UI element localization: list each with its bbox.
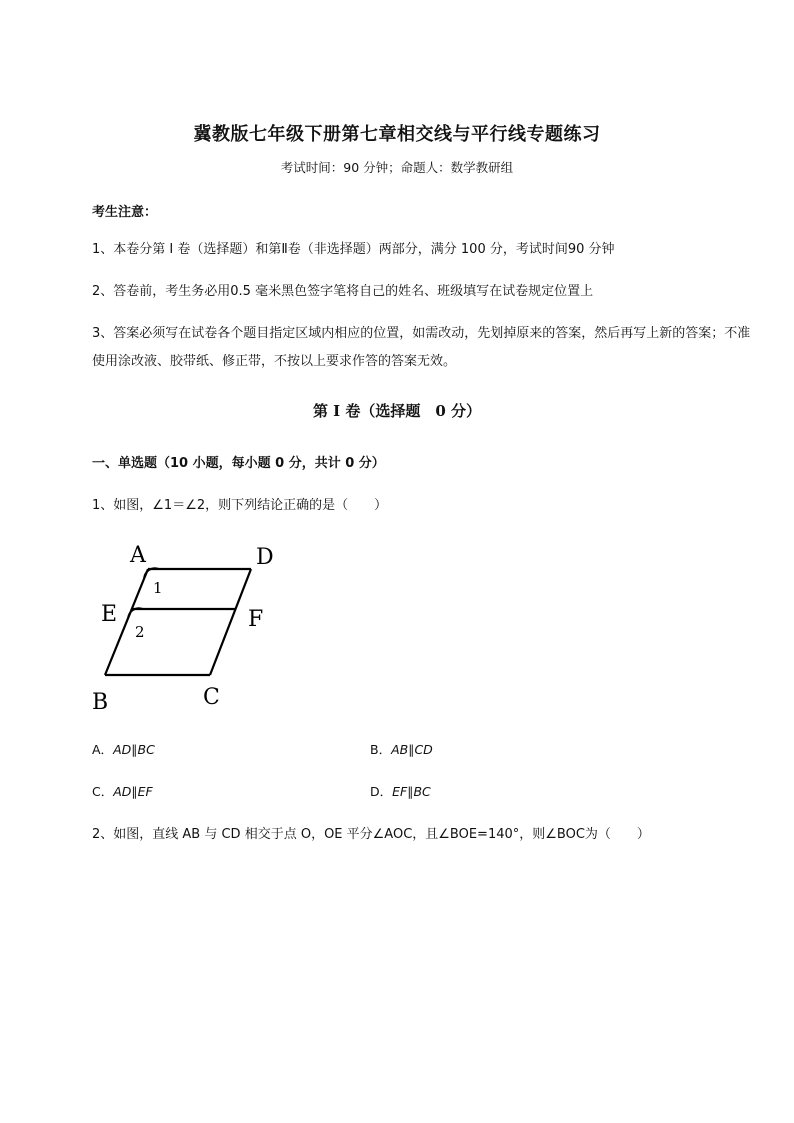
label-B: B xyxy=(92,690,109,715)
document-title: 冀教版七年级下册第七章相交线与平行线专题练习 xyxy=(193,124,601,145)
option-b[interactable] xyxy=(370,740,433,758)
parallelogram-diagram xyxy=(88,538,288,718)
label-D: D xyxy=(256,545,274,570)
label-F: F xyxy=(248,607,264,632)
question-1-text: 1、如图，∠1＝∠2，则下列结论正确的是（ ） xyxy=(92,498,388,513)
notice-item-2: 2、答卷前，考生务必用0.5 毫米黑色签字笔将自己的姓名、班级填写在试卷规定位置上 xyxy=(92,284,594,299)
notice-item-3: 3、答案必须写在试卷各个题目指定区域内相应的位置，如需改动，先划掉原来的答案，然后再写上新的答案；不准使用涂改液、胶带纸、修正带，不按以上要求作答的答案无效。 xyxy=(92,326,751,369)
label-C: C xyxy=(203,685,220,710)
question-1-figure xyxy=(88,538,288,718)
option-b-letter: B． xyxy=(370,742,392,757)
exam-info: 考试时间：90 分钟；命题人：数学教研组 xyxy=(280,160,514,175)
option-b-expression: AB∥CD xyxy=(391,742,433,757)
segment-DC xyxy=(210,569,251,675)
notice-heading: 考生注意： xyxy=(92,205,158,220)
option-c-letter: C． xyxy=(92,784,114,799)
notice-item-1: 1、本卷分第 I 卷（选择题）和第Ⅱ卷（非选择题）两部分，满分 100 分，考试时间90 分钟 xyxy=(92,242,615,257)
option-d-expression: EF∥BC xyxy=(392,784,431,799)
option-a-letter: A． xyxy=(92,742,114,757)
part-heading: 一、单选题（10 小题，每小题 0 分，共计 0 分） xyxy=(92,456,385,471)
option-a-expression: AD∥BC xyxy=(113,742,155,757)
angle-2-label: 2 xyxy=(135,623,145,641)
label-E: E xyxy=(101,602,118,627)
option-d-letter: D． xyxy=(370,784,393,799)
option-c-expression: AD∥EF xyxy=(113,784,153,799)
option-a[interactable] xyxy=(92,740,155,758)
section-title: 第 I 卷（选择题 0 分） xyxy=(312,402,482,420)
option-d[interactable] xyxy=(370,782,431,800)
option-c[interactable] xyxy=(92,782,153,800)
label-A: A xyxy=(130,543,146,568)
question-2-text: 2、如图，直线 AB 与 CD 相交于点 O，OE 平分∠AOC，且∠BOE=140°，则∠BOC为（ ） xyxy=(92,827,650,842)
angle-1-label: 1 xyxy=(153,579,163,597)
